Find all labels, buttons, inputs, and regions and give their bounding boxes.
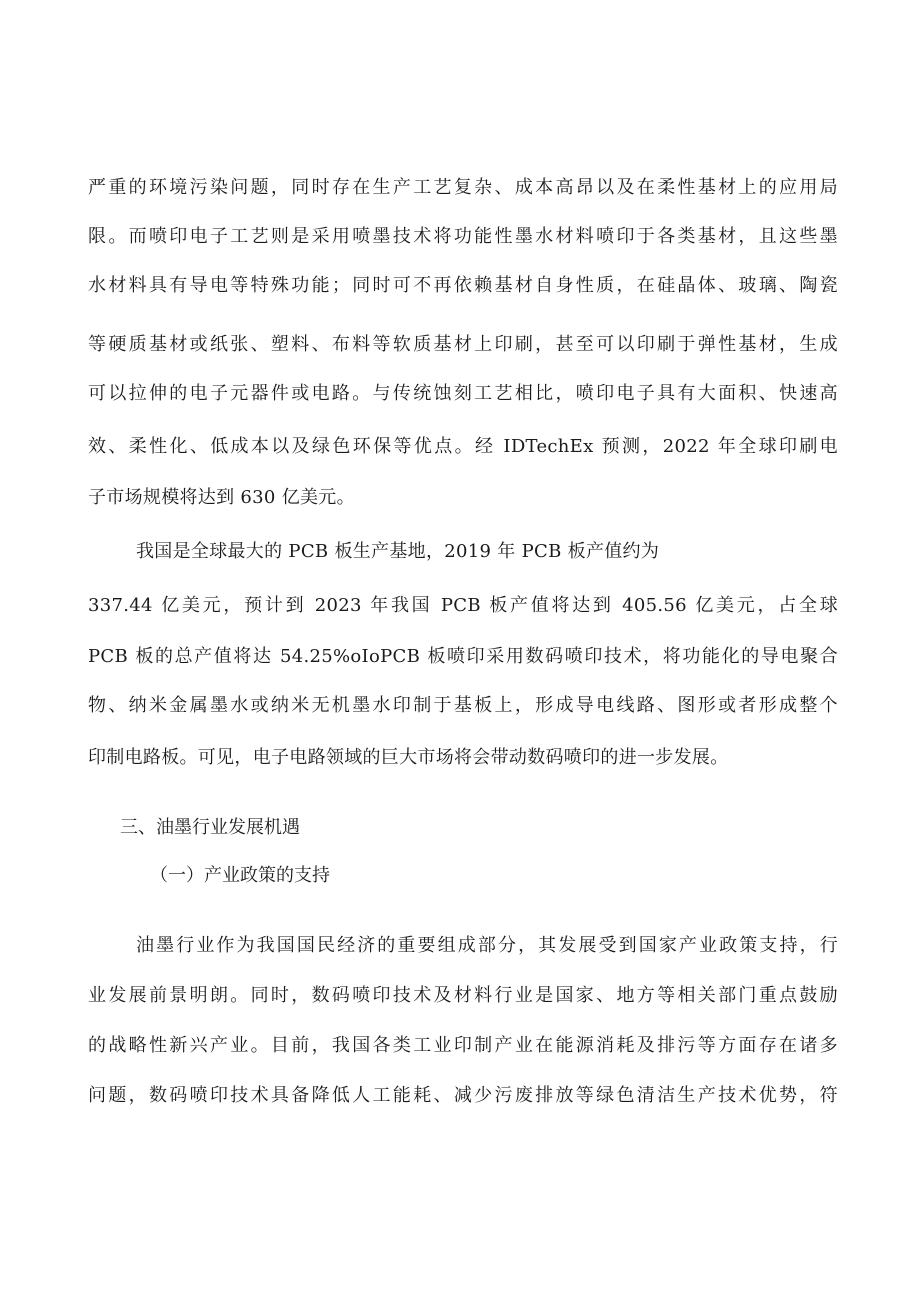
text-line: 的战略性新兴产业。目前，我国各类工业印制产业在能源消耗及排污等方面存在诸多 (88, 1035, 838, 1056)
text-line: 337.44 亿美元，预计到 2023 年我国 PCB 板产值将达到 405.56 亿美元，占全球 (88, 595, 838, 616)
text-line: 效、柔性化、低成本以及绿色环保等优点。经 IDTechEx 预测，2022 年全球印刷电 (88, 436, 838, 457)
text-line: PCB 板的总产值将达 54.25%oIoPCB 板喷印采用数码喷印技术，将功能化的导电聚合 (88, 646, 838, 667)
text-line: 问题，数码喷印技术具备降低人工能耗、减少污废排放等绿色清洁生产技术优势，符 (88, 1085, 838, 1106)
text-line: 可以拉伸的电子元器件或电路。与传统蚀刻工艺相比，喷印电子具有大面积、快速高 (88, 383, 838, 404)
section-heading: 三、油墨行业发展机遇 (120, 817, 300, 838)
text-line: 限。而喷印电子工艺则是采用喷墨技术将功能性墨水材料喷印于各类基材，且这些墨 (88, 226, 838, 247)
text-line: 水材料具有导电等特殊功能；同时可不再依赖基材自身性质，在硅晶体、玻璃、陶瓷 (88, 275, 838, 296)
text-line: 严重的环境污染问题，同时存在生产工艺复杂、成本高昂以及在柔性基材上的应用局 (88, 177, 838, 198)
text-line: 子市场规模将达到 630 亿美元。 (88, 487, 355, 508)
text-line: 油墨行业作为我国国民经济的重要组成部分，其发展受到国家产业政策支持，行 (136, 935, 838, 956)
text-line: 业发展前景明朗。同时，数码喷印技术及材料行业是国家、地方等相关部门重点鼓励 (88, 985, 838, 1006)
text-line: 印制电路板。可见，电子电路领域的巨大市场将会带动数码喷印的进一步发展。 (88, 747, 729, 768)
text-line: 物、纳米金属墨水或纳米无机墨水印制于基板上，形成导电线路、图形或者形成整个 (88, 695, 838, 716)
text-line: 我国是全球最大的 PCB 板生产基地，2019 年 PCB 板产值约为 (136, 541, 660, 562)
text-line: 等硬质基材或纸张、塑料、布料等软质基材上印刷，甚至可以印刷于弹性基材，生成 (88, 334, 838, 355)
subsection-heading: （一）产业政策的支持 (150, 865, 330, 886)
